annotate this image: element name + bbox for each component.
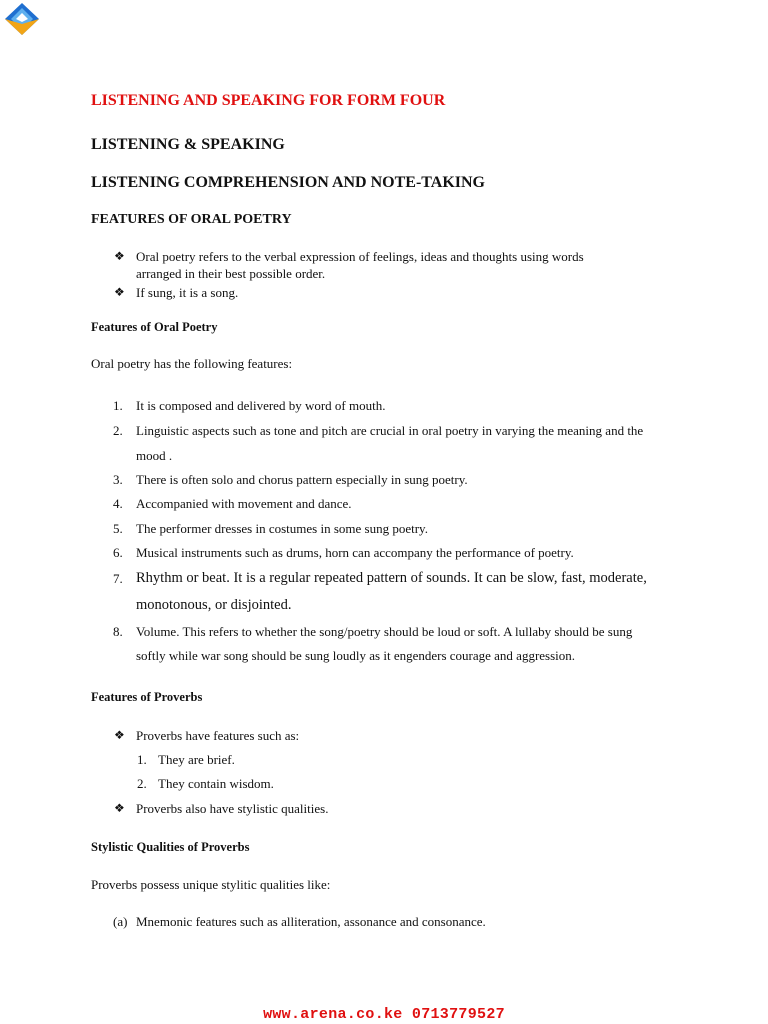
list-number: 1. xyxy=(137,752,147,767)
list-item: There is often solo and chorus pattern especially in sung poetry. xyxy=(136,472,468,487)
list-item: The performer dresses in costumes in some sung poetry. xyxy=(136,521,428,536)
list-item: Mnemonic features such as alliteration, assonance and consonance. xyxy=(136,914,486,929)
bullet-text: If sung, it is a song. xyxy=(136,285,239,300)
bullet-text: Proverbs have features such as: xyxy=(136,728,300,743)
list-number: 4. xyxy=(113,496,123,511)
bullet-text: Oral poetry refers to the verbal expression of feelings, ideas and thoughts using words xyxy=(136,249,584,264)
diamond-bullet-icon: ❖ xyxy=(114,249,125,263)
list-item: Linguistic aspects such as tone and pitch are crucial in oral poetry in varying the meaning and the xyxy=(136,423,644,438)
list-item: They contain wisdom. xyxy=(158,776,274,791)
list-item: Musical instruments such as drums, horn can accompany the performance of poetry. xyxy=(136,545,574,560)
list-item-continuation: monotonous, or disjointed. xyxy=(136,597,292,613)
list-item-continuation: mood . xyxy=(136,448,173,463)
list-number: 8. xyxy=(113,624,123,639)
bullet-text: arranged in their best possible order. xyxy=(136,266,326,281)
list-item-continuation: softly while war song should be sung loudly as it engenders courage and aggression. xyxy=(136,648,576,663)
diamond-bullet-icon: ❖ xyxy=(114,285,125,299)
list-number: 2. xyxy=(137,776,147,791)
footer-link[interactable]: www.arena.co.ke 0713779527 xyxy=(263,1006,505,1023)
bullet-text: Proverbs also have stylistic qualities. xyxy=(136,801,329,816)
diamond-logo-icon xyxy=(2,2,42,36)
section-heading-oral-poetry: FEATURES OF ORAL POETRY xyxy=(91,212,292,227)
list-label: (a) xyxy=(113,914,128,929)
list-number: 5. xyxy=(113,521,123,536)
list-number: 3. xyxy=(113,472,123,487)
list-number: 7. xyxy=(113,571,123,586)
stylistic-intro: Proverbs possess unique stylitic qualities like: xyxy=(91,877,331,892)
oral-poetry-intro: Oral poetry has the following features: xyxy=(91,356,293,371)
document-title: LISTENING AND SPEAKING FOR FORM FOUR xyxy=(91,92,446,109)
list-number: 2. xyxy=(113,423,123,438)
list-item: Volume. This refers to whether the song/poetry should be loud or soft. A lullaby should be sung xyxy=(136,624,633,639)
diamond-bullet-icon: ❖ xyxy=(114,728,125,742)
subtitle-listening-speaking: LISTENING & SPEAKING xyxy=(91,136,285,153)
subtitle-comprehension: LISTENING COMPREHENSION AND NOTE-TAKING xyxy=(91,174,485,191)
list-item: They are brief. xyxy=(158,752,235,767)
list-item: Rhythm or beat. It is a regular repeated pattern of sounds. It can be slow, fast, moderate, xyxy=(136,570,647,586)
list-number: 6. xyxy=(113,545,123,560)
list-number: 1. xyxy=(113,398,123,413)
diamond-bullet-icon: ❖ xyxy=(114,801,125,815)
heading-features-proverbs: Features of Proverbs xyxy=(91,690,203,704)
list-item: Accompanied with movement and dance. xyxy=(136,496,352,511)
heading-stylistic-qualities: Stylistic Qualities of Proverbs xyxy=(91,840,250,854)
list-item: It is composed and delivered by word of mouth. xyxy=(136,398,386,413)
heading-features-oral-poetry: Features of Oral Poetry xyxy=(91,320,218,334)
